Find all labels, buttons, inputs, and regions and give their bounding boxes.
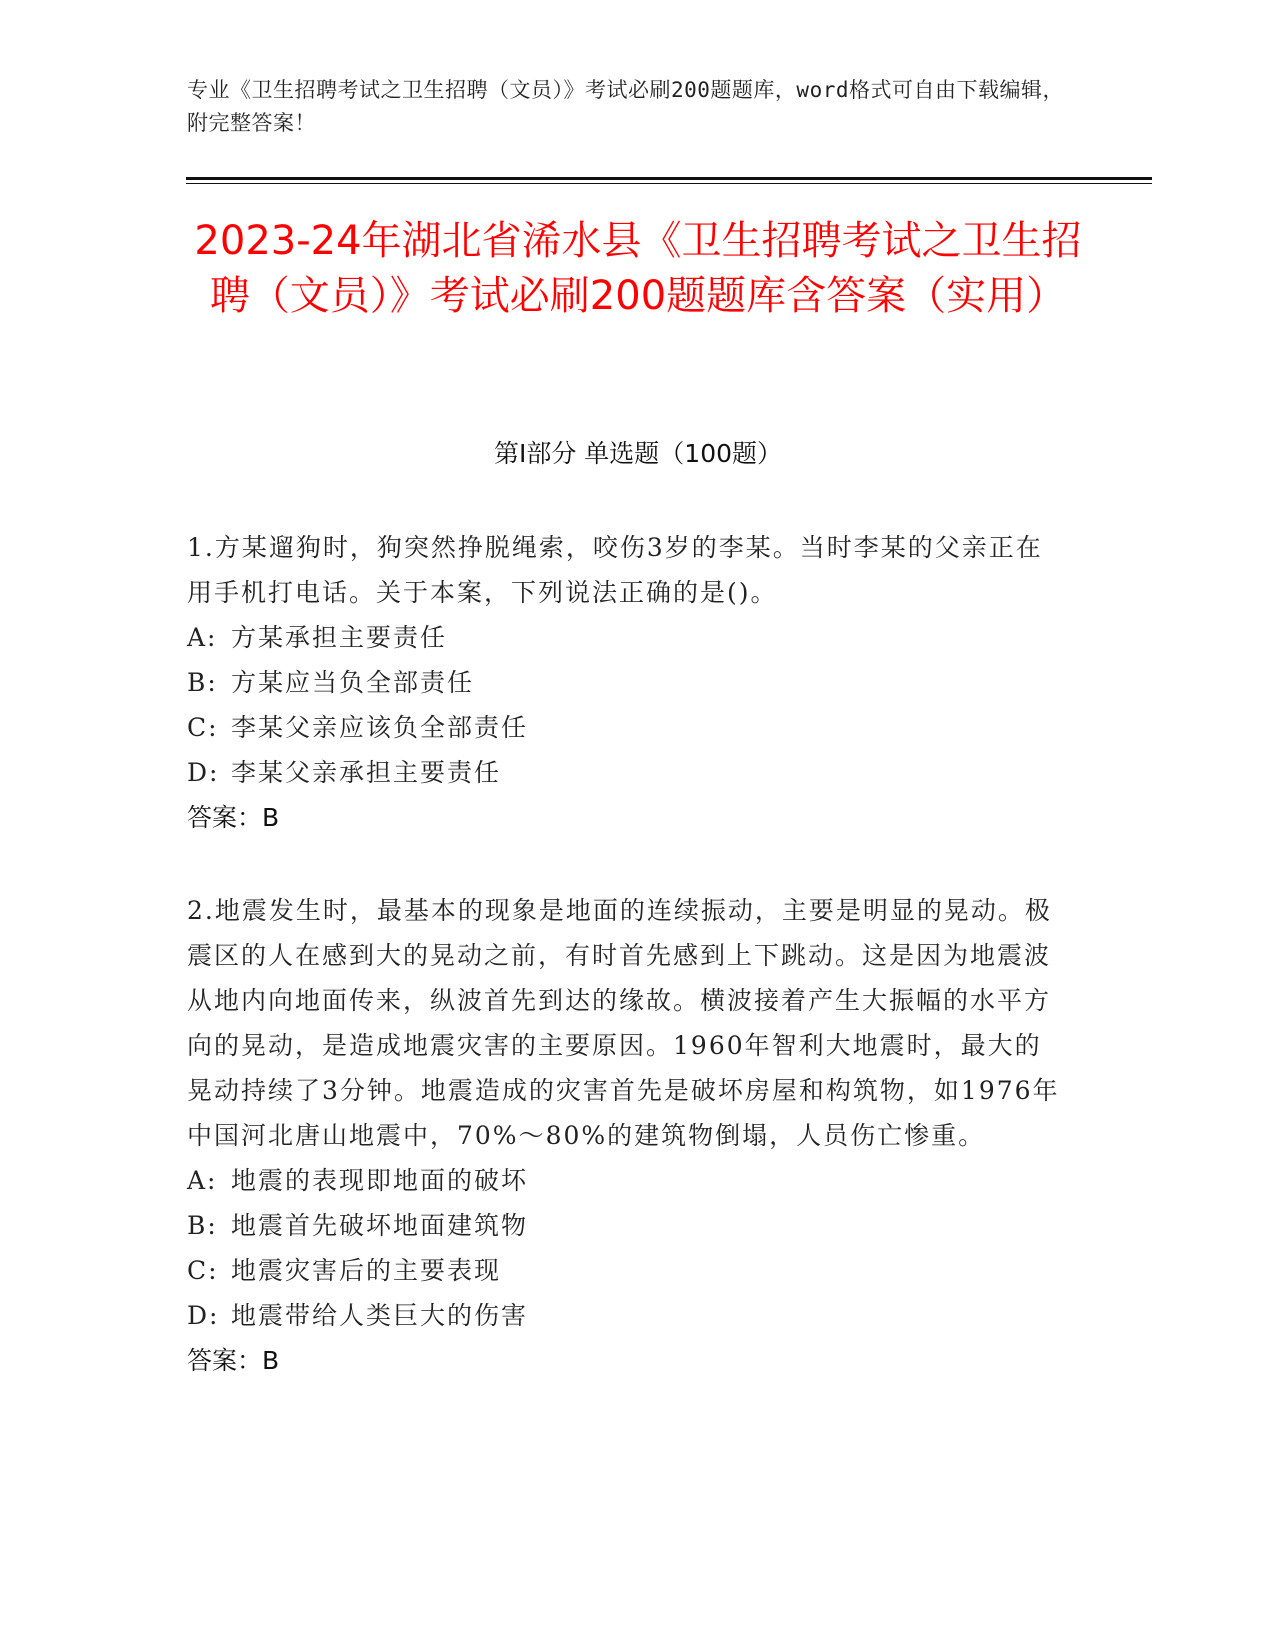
option-text: 地震灾害后的主要表现 — [231, 1256, 502, 1285]
option-text: 地震首先破坏地面建筑物 — [231, 1211, 529, 1240]
document-title: 2023-24年湖北省浠水县《卫生招聘考试之卫生招聘（文员）》考试必刷200题题库含答案（实用） — [194, 218, 1082, 319]
option-letter: B: — [187, 668, 218, 697]
question-text: 2.地震发生时，最基本的现象是地面的连续振动，主要是明显的晃动。极震区的人在感到大的晃动之前，有时首先感到上下跳动。这是因为地震波从地内向地面传来，纵波首先到达的缘故。横波接着产生大振幅的水平方向的晃动，是造成地震灾害的主要原因。1960年智利大地震时，最大的晃动持续了3分钟。地震造成的灾害首先是破坏房屋和构筑物，如1976年中国河北唐山地震中，70%～80%的建筑物倒塌，人员伤亡惨重。 — [187, 896, 1060, 1150]
option-letter: D: — [187, 758, 220, 787]
option-letter: A: — [187, 623, 218, 652]
option-letter: D: — [187, 1301, 220, 1330]
header-note: 专业《卫生招聘考试之卫生招聘（文员）》考试必刷200题题库，word格式可自由下载编辑，附完整答案！ — [187, 78, 1064, 135]
header-divider — [186, 177, 1152, 180]
option-text: 方某应当负全部责任 — [231, 668, 475, 697]
option-letter: C: — [187, 1256, 219, 1285]
answer: 答案：B — [187, 803, 280, 832]
option-a — [187, 1158, 1067, 1203]
option-a — [187, 615, 1067, 660]
option-text: 李某父亲应该负全部责任 — [231, 713, 529, 742]
question-1 — [187, 525, 1067, 840]
question-2 — [187, 888, 1067, 1383]
option-text: 地震的表现即地面的破坏 — [231, 1166, 529, 1195]
option-letter: A: — [187, 1166, 218, 1195]
option-c — [187, 705, 1067, 750]
section-title: 第Ⅰ部分 单选题（100题） — [493, 439, 783, 468]
option-b — [187, 1203, 1067, 1248]
option-d — [187, 750, 1067, 795]
option-letter: B: — [187, 1211, 218, 1240]
option-text: 方某承担主要责任 — [231, 623, 448, 652]
question-text: 1.方某遛狗时，狗突然挣脱绳索，咬伤3岁的李某。当时李某的父亲正在用手机打电话。关于本案，下列说法正确的是()。 — [187, 533, 1043, 607]
option-c — [187, 1248, 1067, 1293]
option-text: 地震带给人类巨大的伤害 — [231, 1301, 529, 1330]
option-text: 李某父亲承担主要责任 — [231, 758, 502, 787]
option-b — [187, 660, 1067, 705]
answer: 答案：B — [187, 1346, 280, 1375]
option-letter: C: — [187, 713, 219, 742]
header-divider-thin — [186, 183, 1152, 184]
option-d — [187, 1293, 1067, 1338]
